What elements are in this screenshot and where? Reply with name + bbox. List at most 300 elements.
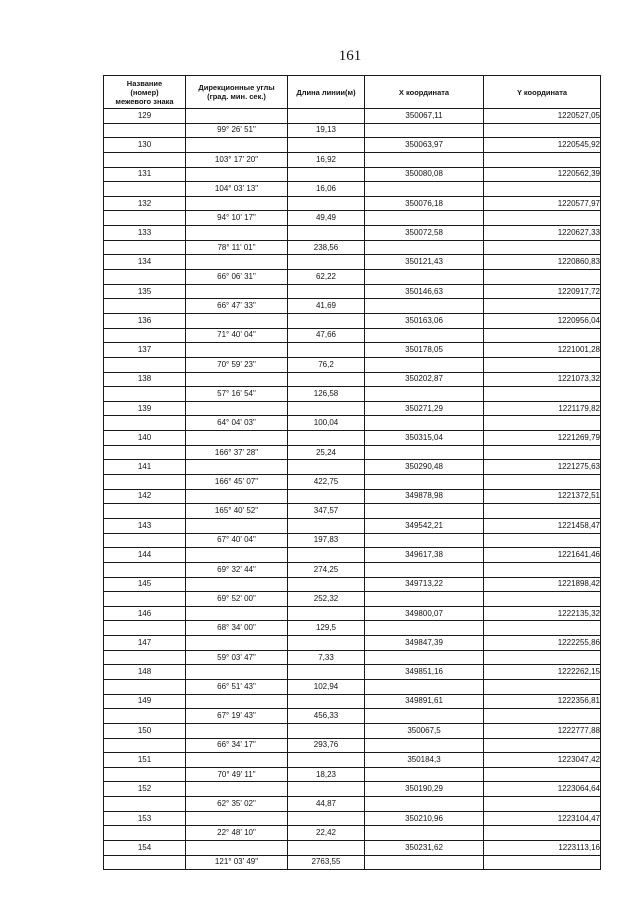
line-length: 252,32 [288,592,365,607]
empty-cell [365,709,484,724]
point-name: 153 [104,811,186,826]
y-coordinate: 1220527,05 [484,109,601,124]
empty-cell [484,182,601,197]
segment-row [104,504,601,519]
line-length: 2763,55 [288,855,365,870]
segment-row [104,123,601,138]
empty-cell [484,387,601,402]
empty-cell [365,504,484,519]
direction-angle: 62° 35' 02" [186,797,288,812]
y-coordinate: 1222255,86 [484,636,601,651]
empty-cell [104,709,186,724]
empty-cell [186,636,288,651]
line-length: 76,2 [288,357,365,372]
line-length: 22,42 [288,826,365,841]
point-row [104,167,601,182]
empty-cell [186,694,288,709]
segment-row [104,767,601,782]
empty-cell [104,416,186,431]
line-length: 16,06 [288,182,365,197]
point-row [104,196,601,211]
point-row [104,460,601,475]
empty-cell [365,270,484,285]
empty-cell [288,841,365,856]
point-row [104,577,601,592]
y-coordinate: 1220562,39 [484,167,601,182]
point-row [104,518,601,533]
empty-cell [484,650,601,665]
point-name: 150 [104,723,186,738]
empty-cell [484,767,601,782]
empty-cell [186,138,288,153]
x-coordinate: 350121,43 [365,255,484,270]
empty-cell [104,240,186,255]
x-coordinate: 350163,06 [365,313,484,328]
point-name: 137 [104,343,186,358]
empty-cell [288,372,365,387]
point-name: 132 [104,196,186,211]
boundary-points-table [103,75,601,870]
direction-angle: 70° 59' 23" [186,357,288,372]
empty-cell [288,226,365,241]
empty-cell [365,211,484,226]
x-coordinate: 350271,29 [365,401,484,416]
line-length: 293,76 [288,738,365,753]
empty-cell [104,182,186,197]
empty-cell [288,401,365,416]
direction-angle: 66° 51' 43" [186,679,288,694]
x-coordinate: 350076,18 [365,196,484,211]
empty-cell [186,811,288,826]
empty-cell [288,636,365,651]
x-coordinate: 349878,98 [365,489,484,504]
empty-cell [186,753,288,768]
line-length: 422,75 [288,475,365,490]
segment-row [104,328,601,343]
empty-cell [484,211,601,226]
line-length: 44,87 [288,797,365,812]
empty-cell [104,855,186,870]
empty-cell [288,694,365,709]
empty-cell [484,152,601,167]
point-row [104,109,601,124]
y-coordinate: 1221898,42 [484,577,601,592]
page-number: 161 [338,48,362,64]
direction-angle: 104° 03' 13" [186,182,288,197]
y-coordinate: 1220917,72 [484,284,601,299]
empty-cell [104,592,186,607]
empty-cell [365,533,484,548]
y-coordinate: 1221073,32 [484,372,601,387]
point-name: 136 [104,313,186,328]
segment-row [104,709,601,724]
header-point-name: Название (номер) межевого знака [104,76,186,109]
empty-cell [104,445,186,460]
point-row [104,723,601,738]
empty-cell [484,562,601,577]
empty-cell [484,592,601,607]
empty-cell [186,518,288,533]
empty-cell [288,606,365,621]
empty-cell [484,533,601,548]
x-coordinate: 350202,87 [365,372,484,387]
empty-cell [365,855,484,870]
empty-cell [365,357,484,372]
segment-row [104,855,601,870]
x-coordinate: 349800,07 [365,606,484,621]
empty-cell [288,167,365,182]
empty-cell [365,592,484,607]
y-coordinate: 1220627,33 [484,226,601,241]
empty-cell [104,475,186,490]
point-name: 141 [104,460,186,475]
empty-cell [186,109,288,124]
empty-cell [104,123,186,138]
line-length: 456,33 [288,709,365,724]
direction-angle: 57° 16' 54" [186,387,288,402]
x-coordinate: 350063,97 [365,138,484,153]
empty-cell [288,577,365,592]
point-row [104,343,601,358]
line-length: 25,24 [288,445,365,460]
x-coordinate: 350184,3 [365,753,484,768]
point-row [104,811,601,826]
point-name: 131 [104,167,186,182]
segment-row [104,679,601,694]
header-line-length: Длина линии(м) [288,76,365,109]
point-name: 144 [104,548,186,563]
line-length: 126,58 [288,387,365,402]
empty-cell [365,679,484,694]
segment-row [104,592,601,607]
empty-cell [186,489,288,504]
line-length: 274,25 [288,562,365,577]
empty-cell [365,240,484,255]
direction-angle: 166° 37' 28" [186,445,288,460]
empty-cell [484,679,601,694]
point-row [104,284,601,299]
empty-cell [484,475,601,490]
empty-cell [365,328,484,343]
empty-cell [186,226,288,241]
empty-cell [104,270,186,285]
point-row [104,401,601,416]
empty-cell [186,723,288,738]
empty-cell [104,797,186,812]
point-name: 146 [104,606,186,621]
point-row [104,313,601,328]
line-length: 19,13 [288,123,365,138]
line-length: 16,92 [288,152,365,167]
point-name: 145 [104,577,186,592]
x-coordinate: 350178,05 [365,343,484,358]
x-coordinate: 350067,11 [365,109,484,124]
point-name: 130 [104,138,186,153]
direction-angle: 166° 45' 07" [186,475,288,490]
direction-angle: 69° 52' 00" [186,592,288,607]
x-coordinate: 350231,62 [365,841,484,856]
direction-angle: 103° 17' 20" [186,152,288,167]
direction-angle: 68° 34' 00" [186,621,288,636]
empty-cell [484,123,601,138]
empty-cell [104,152,186,167]
point-row [104,841,601,856]
empty-cell [365,621,484,636]
empty-cell [365,797,484,812]
empty-cell [288,811,365,826]
empty-cell [186,196,288,211]
empty-cell [484,445,601,460]
empty-cell [365,738,484,753]
empty-cell [365,416,484,431]
segment-row [104,387,601,402]
point-row [104,226,601,241]
point-name: 138 [104,372,186,387]
empty-cell [104,679,186,694]
empty-cell [288,109,365,124]
empty-cell [104,387,186,402]
x-coordinate: 350290,48 [365,460,484,475]
segment-row [104,152,601,167]
empty-cell [186,167,288,182]
y-coordinate: 1223104,47 [484,811,601,826]
direction-angle: 121° 03' 49" [186,855,288,870]
point-row [104,665,601,680]
direction-angle: 66° 47' 33" [186,299,288,314]
empty-cell [484,621,601,636]
point-name: 149 [104,694,186,709]
point-row [104,636,601,651]
direction-angle: 66° 06' 31" [186,270,288,285]
y-coordinate: 1221269,79 [484,431,601,446]
segment-row [104,650,601,665]
direction-angle: 69° 32' 44" [186,562,288,577]
segment-row [104,533,601,548]
x-coordinate: 349617,38 [365,548,484,563]
segment-row [104,182,601,197]
point-row [104,255,601,270]
segment-row [104,826,601,841]
empty-cell [288,255,365,270]
empty-cell [104,767,186,782]
point-row [104,606,601,621]
y-coordinate: 1222356,81 [484,694,601,709]
empty-cell [186,577,288,592]
empty-cell [186,665,288,680]
point-name: 148 [104,665,186,680]
empty-cell [104,211,186,226]
empty-cell [288,665,365,680]
segment-row [104,475,601,490]
y-coordinate: 1222262,15 [484,665,601,680]
y-coordinate: 1223064,64 [484,782,601,797]
empty-cell [104,738,186,753]
empty-cell [365,299,484,314]
empty-cell [288,196,365,211]
empty-cell [186,782,288,797]
line-length: 7,33 [288,650,365,665]
x-coordinate: 350072,58 [365,226,484,241]
y-coordinate: 1221641,46 [484,548,601,563]
point-name: 134 [104,255,186,270]
point-name: 147 [104,636,186,651]
point-row [104,138,601,153]
point-name: 135 [104,284,186,299]
x-coordinate: 349542,21 [365,518,484,533]
line-length: 62,22 [288,270,365,285]
direction-angle: 64° 04' 03" [186,416,288,431]
empty-cell [186,401,288,416]
empty-cell [104,621,186,636]
point-row [104,694,601,709]
point-row [104,372,601,387]
point-name: 133 [104,226,186,241]
direction-angle: 78° 11' 01" [186,240,288,255]
segment-row [104,738,601,753]
point-name: 154 [104,841,186,856]
empty-cell [484,328,601,343]
line-length: 238,56 [288,240,365,255]
empty-cell [186,343,288,358]
line-length: 49,49 [288,211,365,226]
empty-cell [365,562,484,577]
empty-cell [186,284,288,299]
y-coordinate: 1221179,82 [484,401,601,416]
x-coordinate: 349847,39 [365,636,484,651]
x-coordinate: 350146,63 [365,284,484,299]
segment-row [104,270,601,285]
point-name: 139 [104,401,186,416]
empty-cell [365,475,484,490]
segment-row [104,621,601,636]
direction-angle: 67° 40' 04" [186,533,288,548]
empty-cell [484,738,601,753]
point-row [104,431,601,446]
line-length: 18,23 [288,767,365,782]
segment-row [104,357,601,372]
direction-angle: 71° 40' 04" [186,328,288,343]
y-coordinate: 1222135,32 [484,606,601,621]
empty-cell [365,826,484,841]
empty-cell [186,372,288,387]
empty-cell [104,328,186,343]
x-coordinate: 350190,29 [365,782,484,797]
empty-cell [104,562,186,577]
direction-angle: 94° 10' 17" [186,211,288,226]
direction-angle: 67° 19' 43" [186,709,288,724]
segment-row [104,416,601,431]
empty-cell [288,460,365,475]
empty-cell [484,270,601,285]
empty-cell [365,650,484,665]
line-length: 129,5 [288,621,365,636]
line-length: 102,94 [288,679,365,694]
empty-cell [288,753,365,768]
empty-cell [186,431,288,446]
header-y-coordinate: Y координата [484,76,601,109]
empty-cell [365,152,484,167]
empty-cell [484,357,601,372]
direction-angle: 59° 03' 47" [186,650,288,665]
x-coordinate: 350080,08 [365,167,484,182]
empty-cell [484,299,601,314]
segment-row [104,240,601,255]
segment-row [104,562,601,577]
point-row [104,753,601,768]
empty-cell [104,504,186,519]
x-coordinate: 349713,22 [365,577,484,592]
header-row [104,76,601,109]
empty-cell [104,533,186,548]
y-coordinate: 1220545,92 [484,138,601,153]
y-coordinate: 1220860,83 [484,255,601,270]
header-direction-angle: Дирекционные углы (град. мин. сек.) [186,76,288,109]
direction-angle: 66° 34' 17" [186,738,288,753]
empty-cell [365,445,484,460]
line-length: 100,04 [288,416,365,431]
empty-cell [288,518,365,533]
point-row [104,782,601,797]
point-name: 152 [104,782,186,797]
y-coordinate: 1221372,51 [484,489,601,504]
header-x-coordinate: X координата [365,76,484,109]
y-coordinate: 1223113,16 [484,841,601,856]
empty-cell [484,855,601,870]
segment-row [104,797,601,812]
point-name: 151 [104,753,186,768]
empty-cell [484,709,601,724]
x-coordinate: 350315,04 [365,431,484,446]
empty-cell [186,841,288,856]
table-body [104,109,601,870]
segment-row [104,445,601,460]
empty-cell [288,343,365,358]
empty-cell [288,723,365,738]
y-coordinate: 1223047,42 [484,753,601,768]
empty-cell [288,138,365,153]
x-coordinate: 349891,61 [365,694,484,709]
empty-cell [288,284,365,299]
empty-cell [288,489,365,504]
empty-cell [186,606,288,621]
direction-angle: 99° 26' 51" [186,123,288,138]
empty-cell [365,123,484,138]
x-coordinate: 350067,5 [365,723,484,738]
empty-cell [288,548,365,563]
empty-cell [365,182,484,197]
empty-cell [104,299,186,314]
empty-cell [484,504,601,519]
y-coordinate: 1220577,97 [484,196,601,211]
y-coordinate: 1221275,63 [484,460,601,475]
empty-cell [484,416,601,431]
point-row [104,489,601,504]
empty-cell [365,387,484,402]
empty-cell [186,460,288,475]
table-header [104,76,601,109]
y-coordinate: 1221458,47 [484,518,601,533]
line-length: 197,83 [288,533,365,548]
empty-cell [484,240,601,255]
y-coordinate: 1221001,28 [484,343,601,358]
empty-cell [288,313,365,328]
point-name: 142 [104,489,186,504]
direction-angle: 165° 40' 52" [186,504,288,519]
empty-cell [288,431,365,446]
empty-cell [484,797,601,812]
point-row [104,548,601,563]
empty-cell [104,357,186,372]
